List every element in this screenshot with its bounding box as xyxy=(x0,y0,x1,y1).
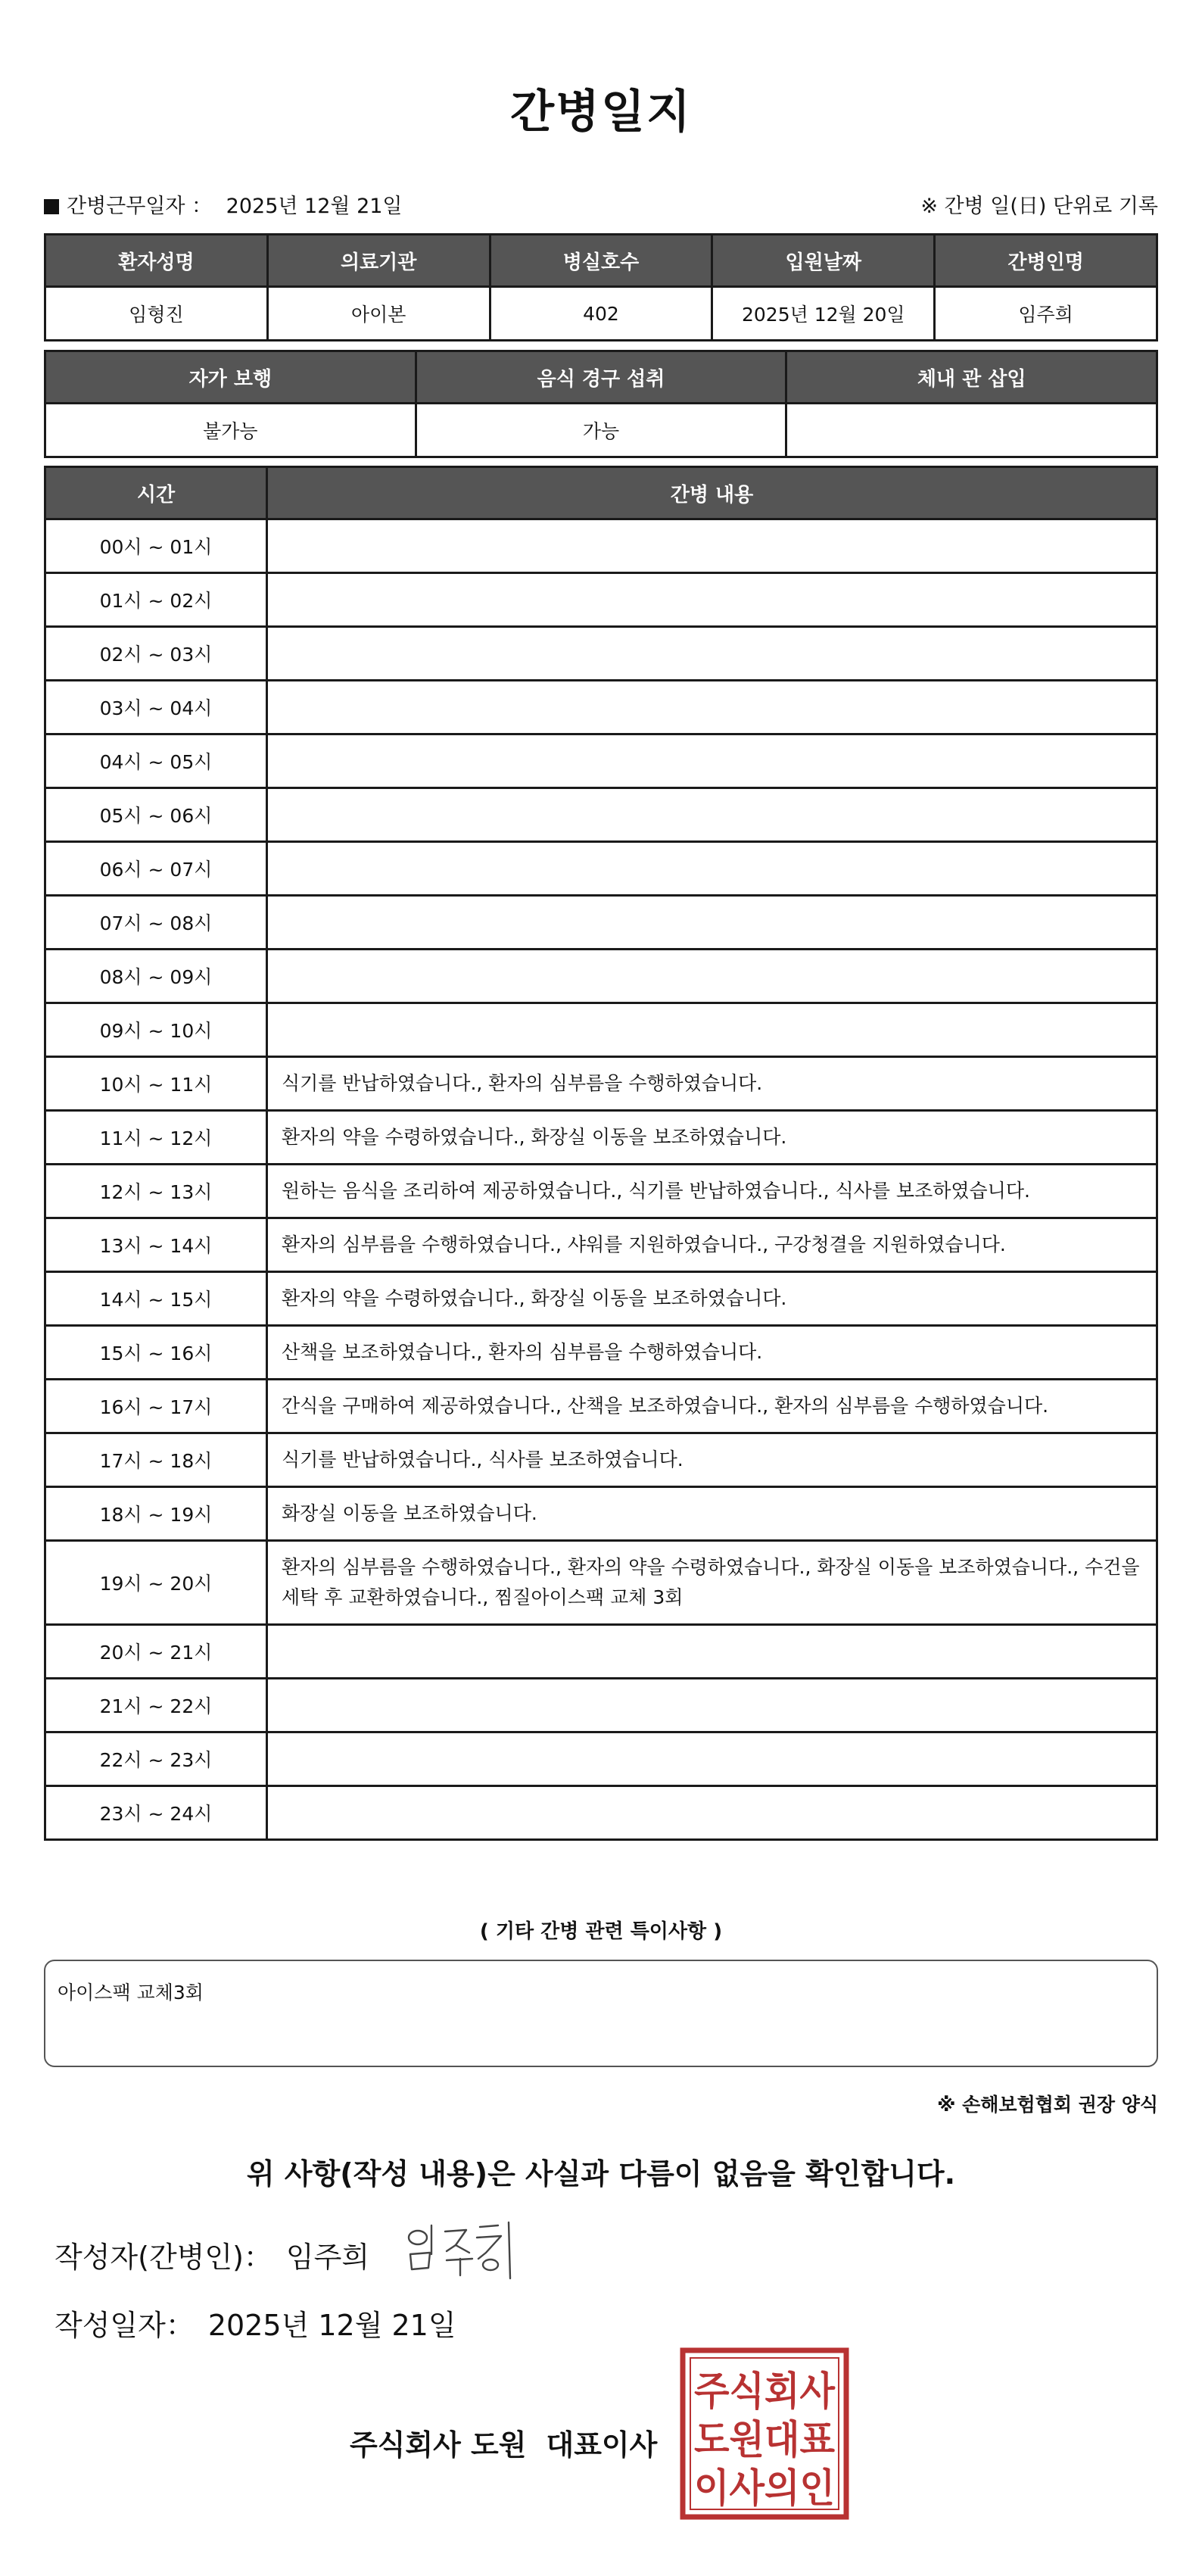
time-cell: 11시 ~ 12시 xyxy=(45,1111,267,1165)
table-row xyxy=(45,519,1157,573)
table-row xyxy=(45,1272,1157,1326)
care-log-table xyxy=(44,466,1158,1841)
time-cell: 05시 ~ 06시 xyxy=(45,788,267,842)
time-cell: 22시 ~ 23시 xyxy=(45,1732,267,1786)
header-care-content: 간병 내용 xyxy=(267,467,1157,519)
caregiver-name-value: 임주희 xyxy=(935,287,1157,341)
room-number-value: 402 xyxy=(490,287,712,341)
content-cell: 산책을 보조하였습니다., 환자의 심부름을 수행하였습니다. xyxy=(267,1326,1157,1380)
svg-text:이사의인: 이사의인 xyxy=(694,2466,835,2512)
content-cell: 환자의 심부름을 수행하였습니다., 샤워를 지원하였습니다., 구강청결을 지원하였습니다. xyxy=(267,1218,1157,1272)
table-row xyxy=(45,950,1157,1003)
time-cell: 07시 ~ 08시 xyxy=(45,896,267,950)
content-cell: 환자의 약을 수령하였습니다., 화장실 이동을 보조하였습니다. xyxy=(267,1111,1157,1165)
time-cell: 02시 ~ 03시 xyxy=(45,627,267,681)
content-cell: 환자의 심부름을 수행하였습니다., 환자의 약을 수령하였습니다., 화장실 이동을 보조하였습니다., 수건을 세탁 후 교환하였습니다., 찜질아이스팩 교체 3회 xyxy=(267,1541,1157,1625)
time-cell: 15시 ~ 16시 xyxy=(45,1326,267,1380)
table-row xyxy=(45,1326,1157,1380)
header-self-walking: 자가 보행 xyxy=(45,351,416,404)
table-row xyxy=(45,842,1157,896)
svg-text:도원대표: 도원대표 xyxy=(694,2418,835,2463)
oral-intake-value: 가능 xyxy=(416,404,786,457)
content-cell xyxy=(267,734,1157,788)
time-cell: 16시 ~ 17시 xyxy=(45,1380,267,1433)
table-row xyxy=(45,1057,1157,1111)
table-row xyxy=(45,1679,1157,1732)
content-cell: 환자의 약을 수령하였습니다., 화장실 이동을 보조하였습니다. xyxy=(267,1272,1157,1326)
time-cell: 13시 ~ 14시 xyxy=(45,1218,267,1272)
content-cell xyxy=(267,842,1157,896)
header-tube-insertion: 체내 관 삽입 xyxy=(786,351,1157,404)
time-cell: 19시 ~ 20시 xyxy=(45,1541,267,1625)
time-cell: 23시 ~ 24시 xyxy=(45,1786,267,1840)
table-row xyxy=(45,1487,1157,1541)
care-log-header-row xyxy=(45,467,1157,519)
table-row xyxy=(45,1732,1157,1786)
header-admission-date: 입원날짜 xyxy=(712,235,935,287)
patient-info-header-row xyxy=(45,235,1157,287)
content-cell xyxy=(267,950,1157,1003)
writer-name: 임주희 xyxy=(285,2241,370,2274)
table-row xyxy=(45,681,1157,734)
time-cell: 00시 ~ 01시 xyxy=(45,519,267,573)
work-date-line xyxy=(44,189,403,219)
self-walking-value: 불가능 xyxy=(45,404,416,457)
table-row xyxy=(45,1003,1157,1057)
time-cell: 12시 ~ 13시 xyxy=(45,1165,267,1218)
special-notes-label: ( 기타 간병 관련 특이사항 ) xyxy=(479,1920,723,1943)
content-cell: 식기를 반납하였습니다., 식사를 보조하였습니다. xyxy=(267,1433,1157,1487)
institution-value: 아이본 xyxy=(267,287,490,341)
content-cell: 원하는 음식을 조리하여 제공하였습니다., 식기를 반납하였습니다., 식사를 보조하였습니다. xyxy=(267,1165,1157,1218)
table-row xyxy=(45,1218,1157,1272)
header-time: 시간 xyxy=(45,467,267,519)
company-title: 대표이사 xyxy=(546,2428,658,2462)
written-date-value: 2025년 12월 21일 xyxy=(207,2309,456,2342)
work-date-label: 간병근무일자 ： xyxy=(67,195,213,218)
square-bullet-icon xyxy=(44,199,59,214)
document-title: 간병일지 xyxy=(510,86,692,139)
content-cell xyxy=(267,573,1157,627)
header-institution: 의료기관 xyxy=(267,235,490,287)
content-cell: 간식을 구매하여 제공하였습니다., 산책을 보조하였습니다., 환자의 심부름을 수행하였습니다. xyxy=(267,1380,1157,1433)
content-cell xyxy=(267,1625,1157,1679)
handwritten-signature xyxy=(401,2215,522,2287)
content-cell: 화장실 이동을 보조하였습니다. xyxy=(267,1487,1157,1541)
time-cell: 09시 ~ 10시 xyxy=(45,1003,267,1057)
svg-text:주식회사: 주식회사 xyxy=(694,2369,836,2415)
header-caregiver-name: 간병인명 xyxy=(935,235,1157,287)
status-header-row xyxy=(45,351,1157,404)
patient-status-table xyxy=(44,350,1158,458)
header-room-number: 병실호수 xyxy=(490,235,712,287)
content-cell xyxy=(267,519,1157,573)
status-value-row xyxy=(45,404,1157,457)
header-oral-intake: 음식 경구 섭취 xyxy=(416,351,786,404)
table-row xyxy=(45,1165,1157,1218)
table-row xyxy=(45,734,1157,788)
time-cell: 10시 ~ 11시 xyxy=(45,1057,267,1111)
time-cell: 06시 ~ 07시 xyxy=(45,842,267,896)
company-name: 주식회사 도원 xyxy=(350,2428,527,2462)
table-row xyxy=(45,1380,1157,1433)
patient-info-table xyxy=(44,233,1158,341)
content-cell xyxy=(267,788,1157,842)
content-cell xyxy=(267,681,1157,734)
content-cell: 식기를 반납하였습니다., 환자의 심부름을 수행하였습니다. xyxy=(267,1057,1157,1111)
recommended-form-note: ※ 손해보험협회 권장 양식 xyxy=(937,2094,1158,2116)
content-cell xyxy=(267,1679,1157,1732)
content-cell xyxy=(267,1732,1157,1786)
confirmation-statement: 위 사항(작성 내용)은 사실과 다름이 없음을 확인합니다. xyxy=(246,2157,956,2191)
writer-label: 작성자(간병인)： xyxy=(54,2241,272,2274)
patient-name-value: 임형진 xyxy=(45,287,268,341)
time-cell: 04시 ~ 05시 xyxy=(45,734,267,788)
content-cell xyxy=(267,1786,1157,1840)
patient-info-value-row xyxy=(45,287,1157,341)
content-cell xyxy=(267,627,1157,681)
header-patient-name: 환자성명 xyxy=(45,235,268,287)
writer-line xyxy=(54,2234,369,2275)
table-row xyxy=(45,573,1157,627)
time-cell: 03시 ~ 04시 xyxy=(45,681,267,734)
table-row xyxy=(45,788,1157,842)
special-notes-box: 아이스팩 교체3회 xyxy=(44,1960,1158,2067)
table-row xyxy=(45,1111,1157,1165)
company-signatory xyxy=(350,2422,657,2463)
time-cell: 14시 ~ 15시 xyxy=(45,1272,267,1326)
tube-insertion-value xyxy=(786,404,1157,457)
time-cell: 20시 ~ 21시 xyxy=(45,1625,267,1679)
time-cell: 01시 ~ 02시 xyxy=(45,573,267,627)
time-cell: 08시 ~ 09시 xyxy=(45,950,267,1003)
work-date-value: 2025년 12월 21일 xyxy=(226,195,403,218)
unit-note: ※ 간병 일(日) 단위로 기록 xyxy=(920,195,1158,218)
company-seal-stamp xyxy=(680,2347,849,2520)
time-cell: 17시 ~ 18시 xyxy=(45,1433,267,1487)
written-date-line xyxy=(54,2302,456,2344)
time-cell: 18시 ~ 19시 xyxy=(45,1487,267,1541)
table-row xyxy=(45,1433,1157,1487)
time-cell: 21시 ~ 22시 xyxy=(45,1679,267,1732)
table-row xyxy=(45,896,1157,950)
table-row xyxy=(45,1786,1157,1840)
table-row xyxy=(45,1541,1157,1625)
table-row xyxy=(45,627,1157,681)
admission-date-value: 2025년 12월 20일 xyxy=(712,287,935,341)
content-cell xyxy=(267,1003,1157,1057)
table-row xyxy=(45,1625,1157,1679)
written-date-label: 작성일자： xyxy=(54,2309,195,2342)
content-cell xyxy=(267,896,1157,950)
